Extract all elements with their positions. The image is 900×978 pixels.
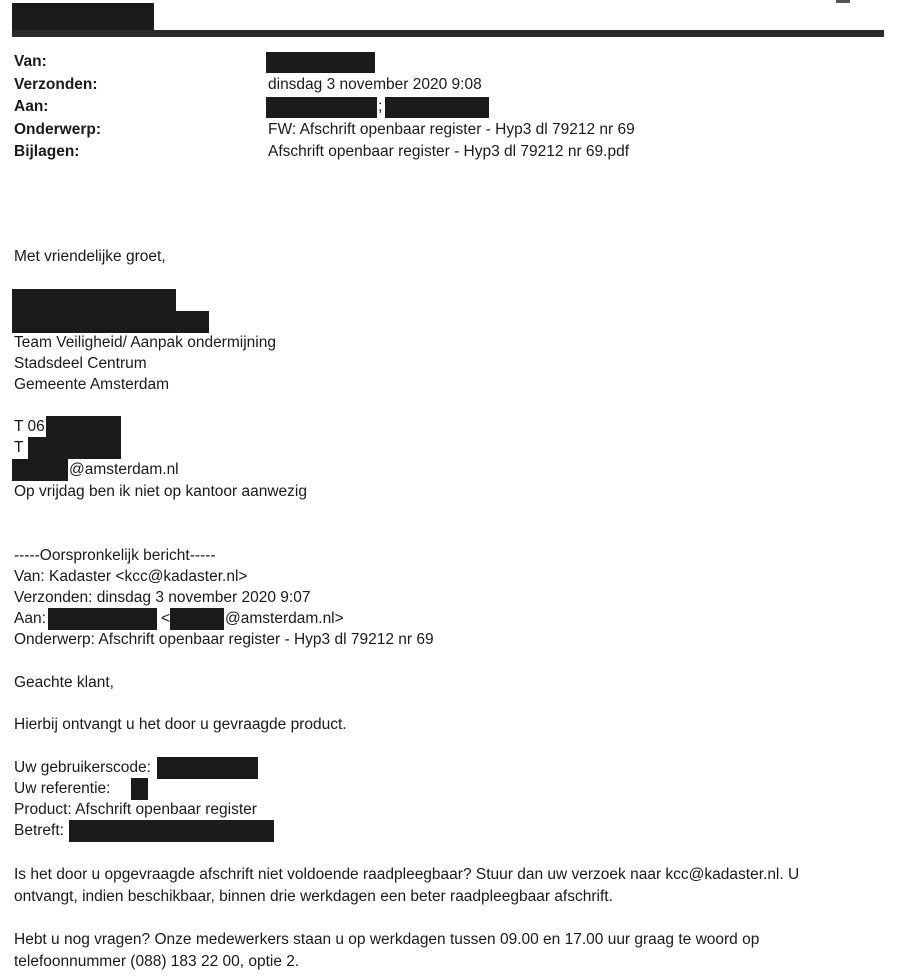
subject-label: Onderwerp: bbox=[14, 121, 101, 138]
redacted-reference bbox=[131, 778, 148, 800]
redacted-original-to-user bbox=[170, 608, 224, 630]
subject-value: FW: Afschrift openbaar register - Hyp3 dl 79212 nr 69 bbox=[268, 121, 635, 138]
signature-team: Team Veiligheid/ Aanpak ondermijning bbox=[14, 334, 276, 351]
redacted-phone bbox=[28, 437, 121, 459]
redacted-to-1 bbox=[266, 97, 377, 118]
redacted-concerns bbox=[69, 820, 274, 842]
signature-district: Stadsdeel Centrum bbox=[14, 355, 147, 372]
redacted-user-code bbox=[157, 757, 258, 779]
signature-org: Gemeente Amsterdam bbox=[14, 376, 170, 393]
original-sent: Verzonden: dinsdag 3 november 2020 9:07 bbox=[14, 589, 311, 606]
sent-value: dinsdag 3 november 2020 9:08 bbox=[268, 76, 482, 93]
redacted-sender-name bbox=[12, 3, 154, 30]
original-to-domain: @amsterdam.nl> bbox=[225, 610, 344, 627]
reference-label: Uw referentie: bbox=[14, 780, 111, 797]
signature-note: Op vrijdag ben ik niet op kantoor aanwezig bbox=[14, 483, 307, 500]
original-from: Van: Kadaster <kcc@kadaster.nl> bbox=[14, 568, 248, 585]
attachments-label: Bijlagen: bbox=[14, 143, 80, 160]
paragraph-2-line-2: telefoonnummer (088) 183 22 00, optie 2. bbox=[14, 953, 300, 970]
signature-email-domain: @amsterdam.nl bbox=[69, 461, 179, 478]
paragraph-1-line-1: Is het door u opgevraagde afschrift niet voldoende raadpleegbaar? Stuur dan uw verzoek naar kcc@kadaster.nl. U bbox=[14, 866, 800, 883]
page-corner-mark bbox=[836, 0, 850, 3]
redacted-signature-name bbox=[12, 289, 176, 313]
original-message-divider: -----Oorspronkelijk bericht----- bbox=[14, 547, 216, 564]
to-separator: ; bbox=[378, 98, 383, 115]
redacted-to-2 bbox=[385, 97, 489, 118]
redacted-from bbox=[266, 52, 375, 73]
user-code-label: Uw gebruikerscode: bbox=[14, 759, 151, 776]
header-divider bbox=[12, 30, 884, 37]
product-line: Product: Afschrift openbaar register bbox=[14, 801, 257, 818]
sent-label: Verzonden: bbox=[14, 76, 98, 93]
redacted-email-user bbox=[12, 459, 68, 481]
redacted-signature-title bbox=[12, 311, 209, 333]
original-to-label: Aan: bbox=[14, 610, 46, 627]
original-to-open: < bbox=[161, 610, 171, 627]
greeting: Met vriendelijke groet, bbox=[14, 248, 166, 265]
redacted-phone-mobile bbox=[46, 416, 121, 438]
to-label: Aan: bbox=[14, 98, 49, 115]
redacted-original-to-name bbox=[48, 608, 157, 630]
signature-phone: T bbox=[14, 439, 24, 456]
attachment-link[interactable]: Afschrift openbaar register - Hyp3 dl 79212 nr 69.pdf bbox=[268, 143, 630, 160]
from-label: Van: bbox=[14, 53, 47, 70]
original-subject: Onderwerp: Afschrift openbaar register - Hyp3 dl 79212 nr 69 bbox=[14, 631, 434, 648]
salutation: Geachte klant, bbox=[14, 674, 114, 691]
intro-text: Hierbij ontvangt u het door u gevraagde product. bbox=[14, 716, 347, 733]
paragraph-1-line-2: ontvangt, indien beschikbaar, binnen drie werkdagen een beter raadpleegbaar afschrift. bbox=[14, 888, 613, 905]
paragraph-2-line-1: Hebt u nog vragen? Onze medewerkers staan u op werkdagen tussen 09.00 en 17.00 uur graag te woord op bbox=[14, 931, 760, 948]
signature-phone-mobile: T 06 bbox=[14, 418, 45, 435]
concerns-label: Betreft: bbox=[14, 822, 64, 839]
